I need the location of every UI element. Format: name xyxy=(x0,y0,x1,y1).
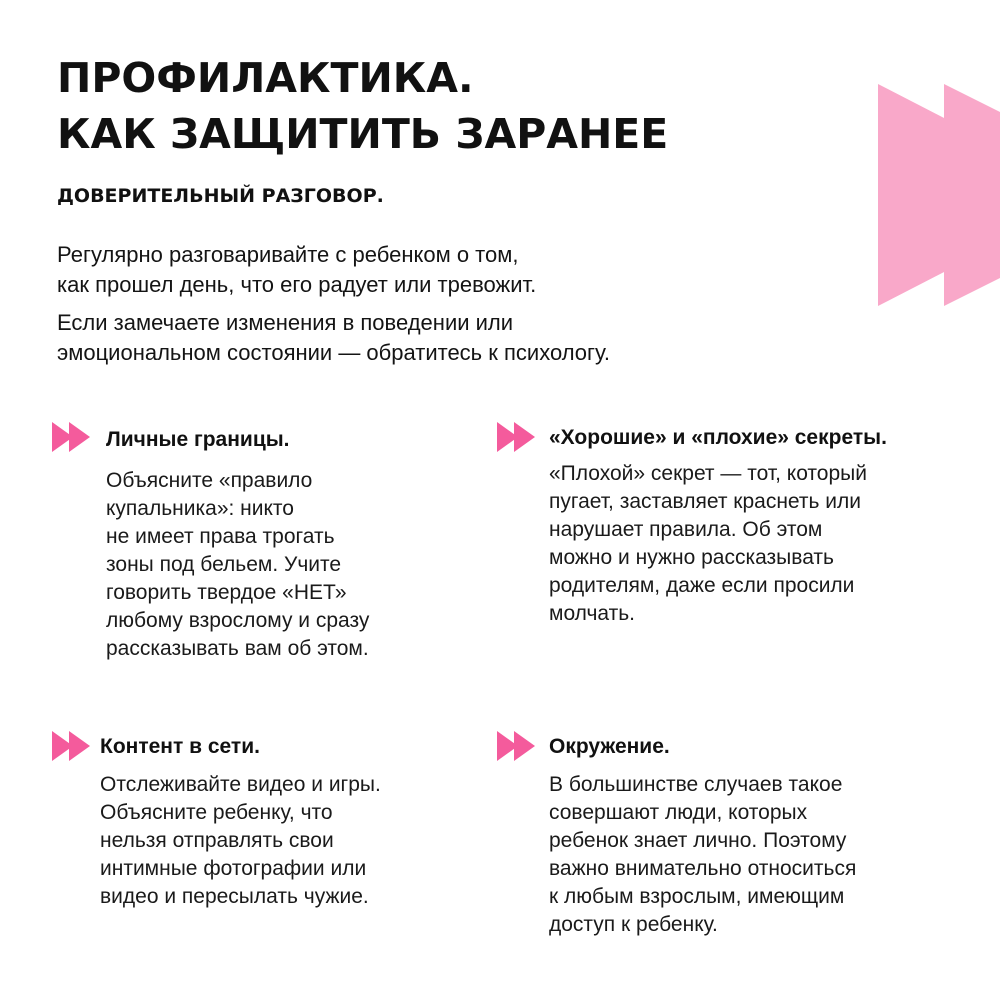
tip-card-text-line: ребенок знает лично. Поэтому xyxy=(549,829,847,852)
tip-card-text-line: любому взрослому и сразу xyxy=(106,609,370,632)
tip-card-title: «Хорошие» и «плохие» секреты. xyxy=(549,426,887,449)
tip-card-text-line: не имеет права трогать xyxy=(106,525,335,548)
tip-card-text-line: доступ к ребенку. xyxy=(549,913,718,936)
tip-card-text-line: видео и пересылать чужие. xyxy=(100,885,369,908)
intro-paragraph-1 xyxy=(57,240,536,300)
tip-card-text-line: Отслеживайте видео и игры. xyxy=(100,773,381,796)
tip-card-text xyxy=(549,771,856,939)
tip-card-title: Личные границы. xyxy=(106,428,290,451)
intro-paragraph-1-line-2: как прошел день, что его радует или тревожит. xyxy=(57,272,537,297)
intro-paragraph-1-line-1: Регулярно разговаривайте с ребенком о том, xyxy=(57,242,519,267)
tip-card-text-line: Объясните «правило xyxy=(106,469,313,492)
page-title-line-2: КАК ЗАЩИТИТЬ ЗАРАНЕЕ xyxy=(57,110,669,158)
intro-paragraph-2-line-1: Если замечаете изменения в поведении или xyxy=(57,310,514,335)
tip-card-text-line: купальника»: никто xyxy=(106,497,294,520)
tip-card-title: Окружение. xyxy=(549,735,670,758)
tip-card-text-line: нарушает правила. Об этом xyxy=(549,518,823,541)
tip-card-text xyxy=(100,771,381,911)
tip-card-text-line: говорить твердое «НЕТ» xyxy=(106,581,347,604)
tip-card-text-line: совершают люди, которых xyxy=(549,801,808,824)
tip-card-text-line: В большинстве случаев такое xyxy=(549,773,843,796)
tip-card-text-line: интимные фотографии или xyxy=(100,857,367,880)
tip-card-text-line: Объясните ребенку, что xyxy=(100,801,333,824)
tip-card-text xyxy=(549,460,867,628)
tip-card-text-line: молчать. xyxy=(549,602,635,625)
tip-card-text-line: можно и нужно рассказывать xyxy=(549,546,834,569)
intro-paragraph-2 xyxy=(57,308,610,368)
double-arrow-bullet-icon xyxy=(497,422,537,452)
double-arrow-bullet-icon xyxy=(52,422,92,452)
double-arrow-bullet-icon xyxy=(52,731,92,761)
tip-card-text-line: родителям, даже если просили xyxy=(549,574,855,597)
tip-card-text-line: «Плохой» секрет — тот, который xyxy=(549,462,867,485)
tip-card-title: Контент в сети. xyxy=(100,735,260,758)
page-title-line-1: ПРОФИЛАКТИКА. xyxy=(57,54,474,102)
tip-card-text-line: важно внимательно относиться xyxy=(549,857,857,880)
tip-card-text-line: нельзя отправлять свои xyxy=(100,829,334,852)
double-arrow-bullet-icon xyxy=(497,731,537,761)
tip-card-text-line: зоны под бельем. Учите xyxy=(106,553,342,576)
intro-paragraph-2-line-2: эмоциональном состоянии — обратитесь к психологу. xyxy=(57,340,610,365)
tip-card-text-line: пугает, заставляет краснеть или xyxy=(549,490,862,513)
double-chevron-decoration-icon xyxy=(878,84,1000,306)
tip-card-text-line: к любым взрослым, имеющим xyxy=(549,885,845,908)
tip-card-text xyxy=(106,467,369,663)
section-heading: ДОВЕРИТЕЛЬНЫЙ РАЗГОВОР. xyxy=(57,185,384,207)
tip-card-text-line: рассказывать вам об этом. xyxy=(106,637,369,660)
page-title xyxy=(57,50,668,162)
